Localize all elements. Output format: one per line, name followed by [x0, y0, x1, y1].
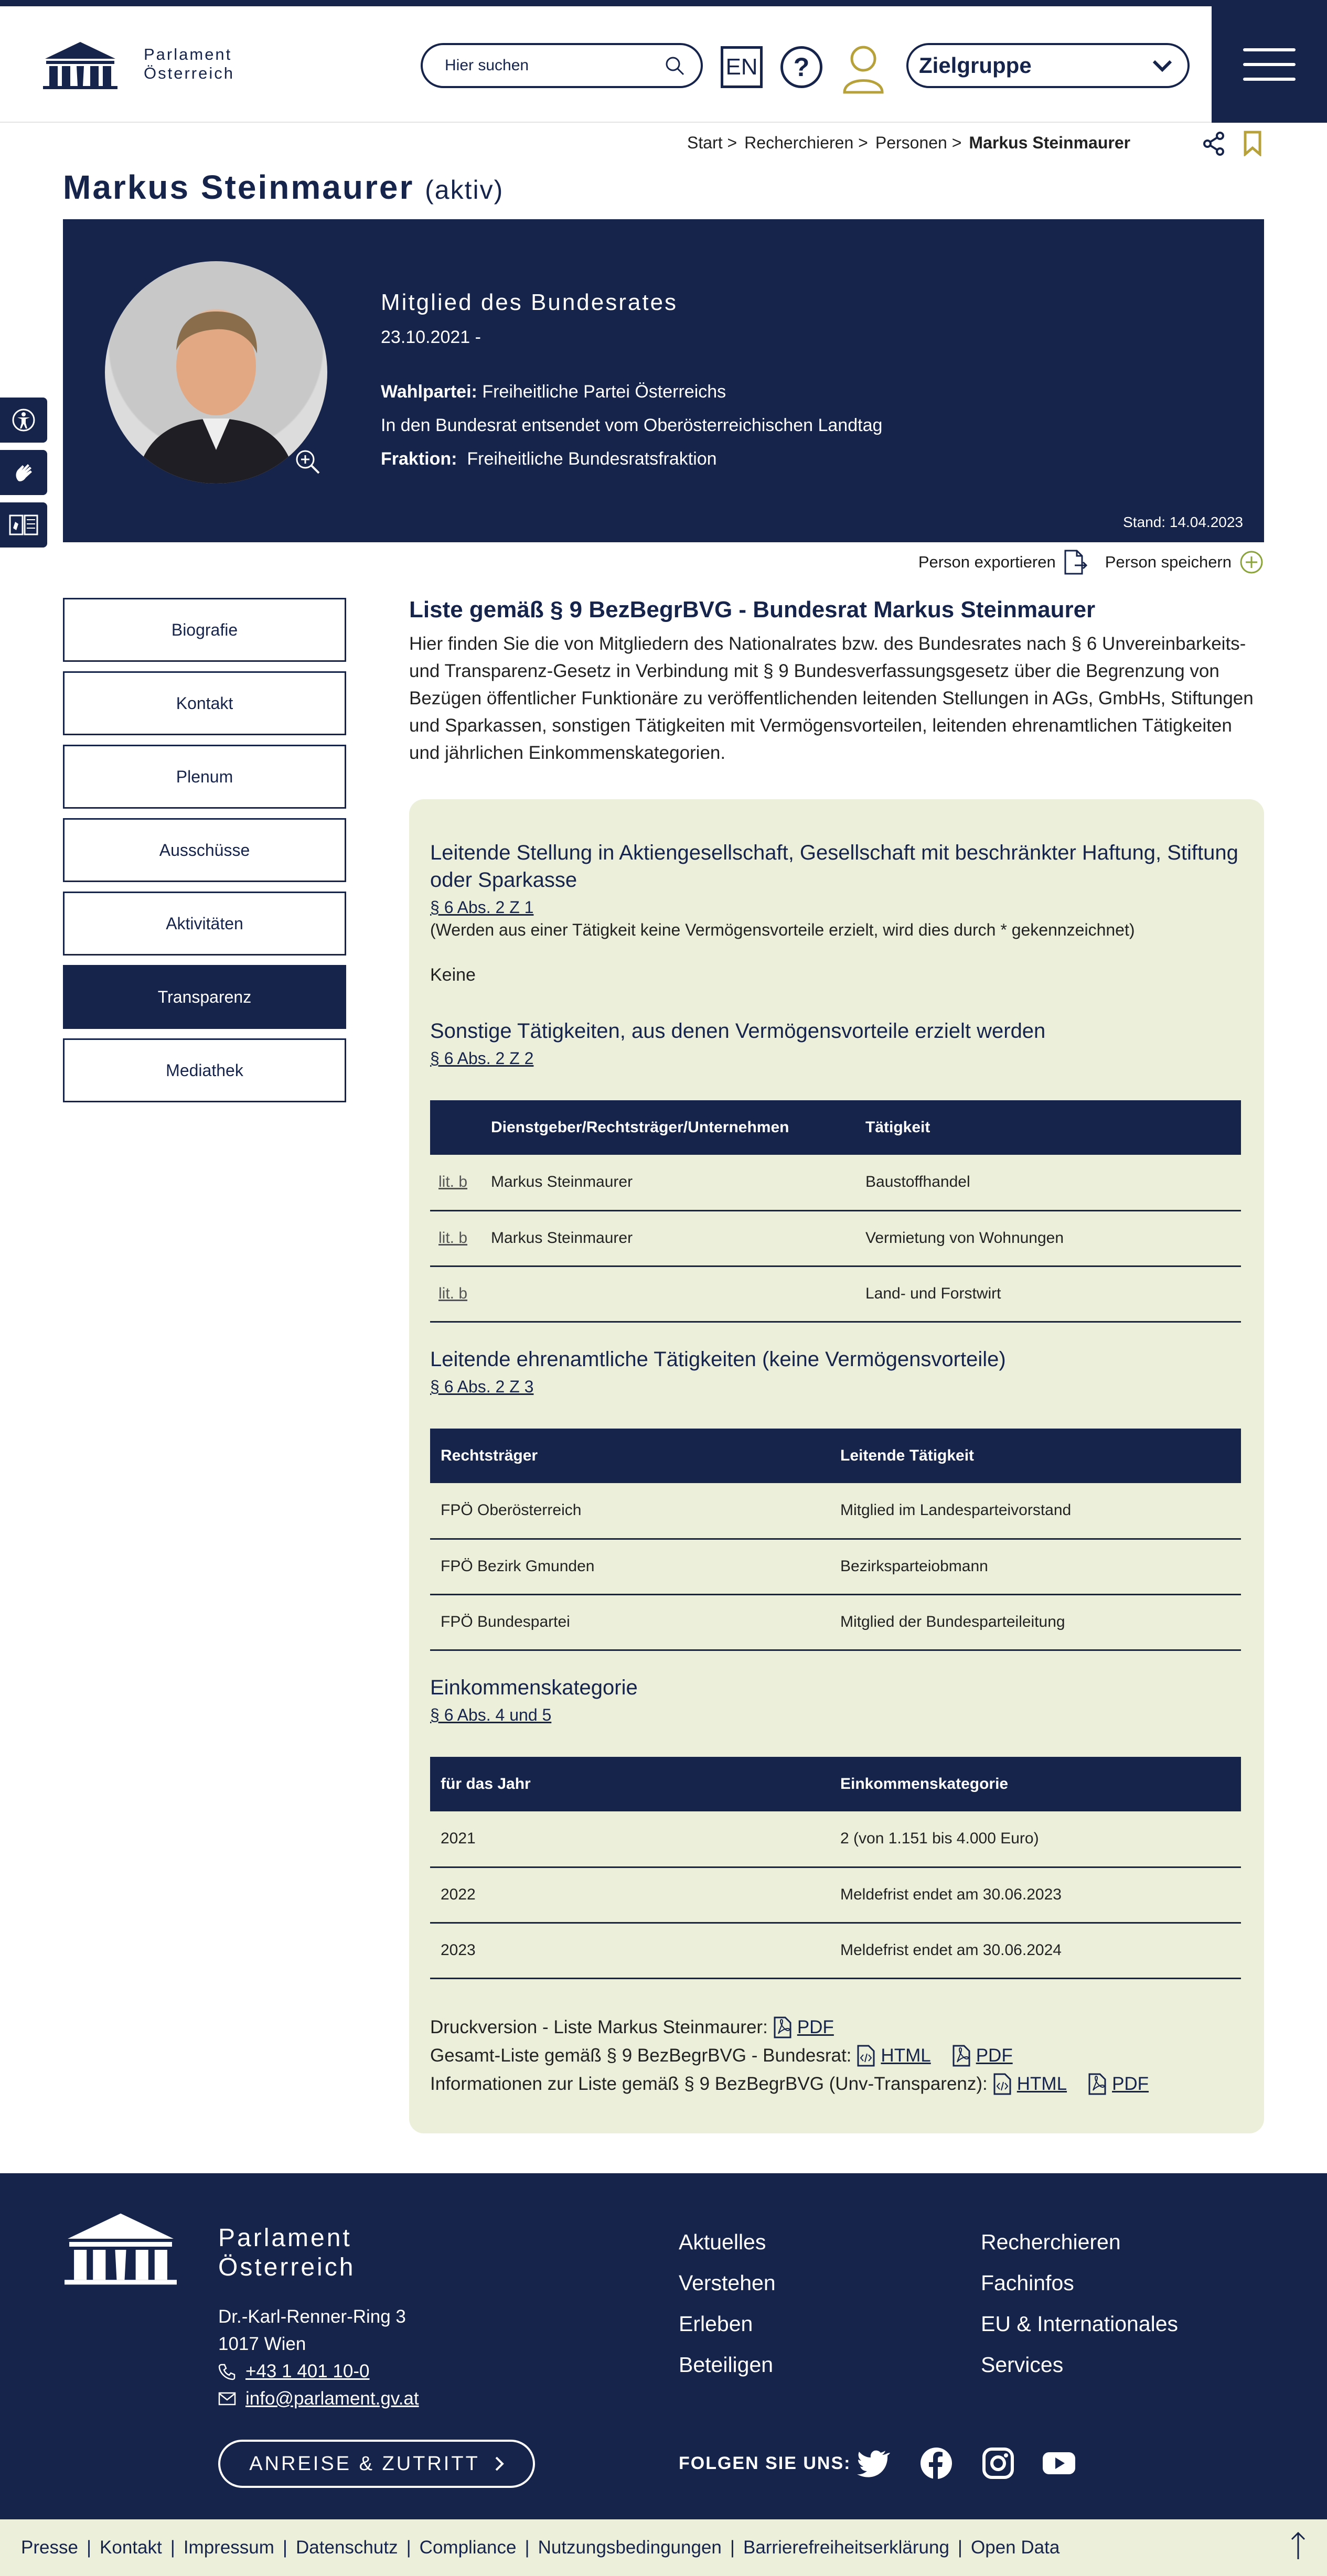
s3-table — [430, 1429, 1241, 1651]
s2-table-wrap — [430, 1100, 1241, 1323]
footer-phone-row — [218, 2358, 419, 2385]
footer-street: Dr.-Karl-Renner-Ring 3 — [218, 2306, 406, 2327]
person-name: Markus Steinmaurer — [63, 168, 414, 206]
footer-link-verstehen[interactable]: Verstehen — [679, 2271, 776, 2295]
link-nutzungsbedingungen[interactable]: Nutzungsbedingungen — [538, 2537, 722, 2558]
person-faction — [381, 449, 717, 469]
sign-language-icon[interactable] — [0, 450, 47, 495]
table-row — [430, 1594, 1241, 1650]
section-title: Liste gemäß § 9 BezBegrBVG - Bundesrat Markus Steinmaurer — [409, 597, 1096, 622]
table-cell: FPÖ Oberösterreich — [430, 1483, 830, 1539]
table-cell: Bezirksparteiobmann — [830, 1539, 1241, 1594]
top-accent-bar — [0, 0, 1327, 6]
phone-icon — [218, 2363, 236, 2380]
share-icon[interactable] — [1202, 131, 1225, 156]
s3-table-wrap — [430, 1429, 1241, 1651]
download-label: Gesamt-Liste gemäß § 9 BezBegrBVG - Bundesrat: — [430, 2045, 852, 2066]
export-document-icon[interactable] — [1063, 549, 1087, 576]
breadcrumb-recherchieren[interactable]: Recherchieren > — [744, 133, 868, 152]
separator: | — [525, 2537, 530, 2558]
download-label: Informationen zur Liste gemäß § 9 BezBegrBVG (Unv-Transparenz): — [430, 2074, 988, 2094]
footer-link-services[interactable]: Services — [981, 2353, 1064, 2377]
table-cell: Mitglied der Bundesparteileitung — [830, 1594, 1241, 1650]
footer-city: 1017 Wien — [218, 2334, 306, 2354]
party-label: Wahlpartei: — [381, 382, 477, 402]
table-header-cell: Rechtsträger — [430, 1429, 830, 1483]
help-icon[interactable]: ? — [780, 46, 822, 88]
person-hero — [63, 219, 1264, 542]
table-header-row — [430, 1100, 1241, 1155]
audience-select[interactable] — [906, 43, 1190, 88]
page-title — [63, 168, 504, 207]
separator: | — [86, 2537, 92, 2558]
subnav-aktivitaeten[interactable]: Aktivitäten — [63, 892, 346, 956]
logo-line1: Parlament — [144, 45, 232, 63]
table-row — [430, 1483, 1241, 1539]
subnav-kontakt[interactable]: Kontakt — [63, 671, 346, 735]
pdf-icon[interactable] — [1088, 2073, 1107, 2096]
html-file-icon[interactable] — [857, 2044, 875, 2067]
search-input[interactable] — [445, 57, 664, 74]
person-party — [381, 382, 726, 402]
footer-email-row — [218, 2385, 419, 2412]
search-icon[interactable] — [664, 55, 685, 76]
faction-label: Fraktion: — [381, 449, 457, 469]
table-row — [430, 1867, 1241, 1923]
table-cell: Baustoffhandel — [855, 1155, 1241, 1210]
table-header-row — [430, 1757, 1241, 1811]
footer-nav-col2 — [981, 2221, 1178, 2385]
footer-link-erleben[interactable]: Erleben — [679, 2312, 753, 2336]
footer-link-recherchieren[interactable]: Recherchieren — [981, 2230, 1121, 2254]
s1-title: Leitende Stellung in Aktiengesellschaft, Gesellschaft mit beschränkter Haftung, Stiftung oder Sparkasse — [430, 841, 1238, 892]
site-footer — [0, 2173, 1327, 2519]
export-person-button[interactable]: Person exportieren — [918, 553, 1056, 571]
pdf-link[interactable]: PDF — [976, 2045, 1013, 2066]
footer-nav-col1 — [679, 2221, 776, 2385]
person-subnav — [63, 598, 346, 1112]
search-box — [421, 43, 703, 88]
bookmark-icon[interactable] — [1243, 130, 1262, 156]
lit-header — [430, 1100, 480, 1155]
chevron-right-icon — [495, 2456, 504, 2472]
user-icon[interactable] — [841, 44, 885, 94]
subnav-plenum[interactable]: Plenum — [63, 745, 346, 809]
footer-title — [218, 2224, 355, 2282]
accessibility-icon[interactable] — [0, 398, 47, 443]
pdf-icon[interactable] — [773, 2016, 792, 2039]
html-file-icon[interactable] — [993, 2073, 1012, 2096]
person-delegated: In den Bundesrat entsendet vom Oberösterreichischen Landtag — [381, 415, 883, 435]
s1-value: Keine — [430, 965, 476, 985]
site-header — [0, 6, 1327, 123]
s3-title: Leitende ehrenamtliche Tätigkeiten (keine Vermögensvorteile) — [430, 1348, 1006, 1371]
table-row — [430, 1210, 1241, 1266]
footer-link-aktuelles[interactable]: Aktuelles — [679, 2230, 766, 2254]
person-status: (aktiv) — [425, 175, 504, 205]
download-druckversion — [430, 2016, 850, 2039]
arrow-up-icon[interactable] — [1290, 2531, 1306, 2560]
table-cell: 2021 — [430, 1811, 830, 1867]
link-presse[interactable]: Presse — [21, 2537, 78, 2558]
parliament-building-icon — [42, 38, 119, 90]
s4-title: Einkommenskategorie — [430, 1676, 638, 1699]
pdf-link[interactable]: PDF — [797, 2017, 834, 2037]
party-value: Freiheitliche Partei Österreichs — [482, 382, 726, 402]
footer-title-line1: Parlament — [218, 2224, 352, 2252]
save-person-button[interactable]: Person speichern — [1105, 553, 1232, 571]
menu-hamburger-icon[interactable] — [1212, 6, 1327, 123]
html-link[interactable]: HTML — [881, 2045, 931, 2066]
s1-ref-link[interactable]: § 6 Abs. 2 Z 1 — [430, 898, 534, 917]
instagram-icon[interactable] — [981, 2446, 1015, 2481]
download-gesamtliste — [430, 2044, 1029, 2067]
person-since: 23.10.2021 - — [381, 327, 481, 347]
section-ehrenamtliche-taetigkeiten — [430, 1346, 1241, 1397]
footer-address — [218, 2303, 419, 2412]
footer-link-fachinfos[interactable]: Fachinfos — [981, 2271, 1074, 2295]
s4-ref-link[interactable]: § 6 Abs. 4 und 5 — [430, 1705, 552, 1724]
table-cell: Vermietung von Wohnungen — [855, 1210, 1241, 1266]
legal-links-bar — [0, 2519, 1327, 2576]
table-header-cell: Tätigkeit — [855, 1100, 1241, 1155]
language-button[interactable]: EN — [721, 46, 763, 88]
table-cell: 2022 — [430, 1867, 830, 1923]
download-info — [430, 2073, 1164, 2096]
logo-text — [144, 45, 234, 83]
link-impressum[interactable]: Impressum — [183, 2537, 274, 2558]
table-cell: Land- und Forstwirt — [855, 1266, 1241, 1322]
separator: | — [730, 2537, 735, 2558]
table-cell: Meldefrist endet am 30.06.2023 — [830, 1867, 1241, 1923]
anreise-button-label: ANREISE & ZUTRITT — [249, 2452, 480, 2475]
table-cell: FPÖ Bezirk Gmunden — [430, 1539, 830, 1594]
email-link[interactable]: info@parlament.gv.at — [245, 2388, 419, 2409]
table-row — [430, 1155, 1241, 1210]
separator: | — [282, 2537, 288, 2558]
footer-link-eu[interactable]: EU & Internationales — [981, 2312, 1179, 2336]
footer-title-line2: Österreich — [218, 2253, 356, 2281]
section-einkommenskategorie — [430, 1674, 1241, 1725]
s2-table — [430, 1100, 1241, 1323]
zoom-in-icon[interactable] — [294, 448, 321, 475]
easy-language-icon[interactable] — [0, 502, 47, 548]
pdf-icon[interactable] — [952, 2044, 971, 2067]
table-row — [430, 1539, 1241, 1594]
audience-select-label: Zielgruppe — [919, 53, 1032, 78]
stand-date: Stand: 14.04.2023 — [1123, 514, 1243, 530]
table-header-cell: Einkommenskategorie — [830, 1757, 1241, 1811]
transparency-panel — [409, 799, 1264, 2133]
phone-link[interactable]: +43 1 401 10-0 — [245, 2361, 370, 2381]
breadcrumb-start[interactable]: Start > — [687, 133, 737, 152]
section-leitende-stellung — [430, 839, 1241, 985]
table-cell: 2023 — [430, 1923, 830, 1978]
breadcrumb — [687, 133, 1130, 153]
chevron-down-icon — [1152, 58, 1173, 73]
breadcrumb-current: Markus Steinmaurer — [969, 133, 1131, 152]
person-actions — [918, 549, 1264, 576]
s3-ref-link[interactable]: § 6 Abs. 2 Z 3 — [430, 1377, 534, 1396]
s4-table — [430, 1757, 1241, 1979]
youtube-icon[interactable] — [1042, 2446, 1076, 2481]
separator: | — [957, 2537, 963, 2558]
s2-title: Sonstige Tätigkeiten, aus denen Vermögensvorteile erzielt werden — [430, 1019, 1046, 1043]
table-cell: Markus Steinmaurer — [480, 1155, 855, 1210]
faction-value: Freiheitliche Bundesratsfraktion — [467, 449, 717, 469]
table-cell: Meldefrist endet am 30.06.2024 — [830, 1923, 1241, 1978]
link-kontakt[interactable]: Kontakt — [100, 2537, 162, 2558]
facebook-icon[interactable] — [919, 2446, 954, 2481]
transparency-intro — [409, 597, 1264, 767]
parliament-building-icon[interactable] — [63, 2205, 178, 2289]
link-compliance[interactable]: Compliance — [419, 2537, 517, 2558]
logo-line2: Österreich — [144, 64, 234, 82]
s1-note: (Werden aus einer Tätigkeit keine Vermögensvorteile erzielt, wird dies durch * gekennzeichnet) — [430, 920, 1135, 939]
section-sonstige-taetigkeiten — [430, 1017, 1241, 1068]
anreise-zutritt-button[interactable] — [218, 2440, 535, 2488]
person-role: Mitglied des Bundesrates — [381, 289, 678, 315]
add-circle-icon[interactable] — [1239, 550, 1264, 575]
download-label: Druckversion - Liste Markus Steinmaurer: — [430, 2017, 768, 2037]
link-open-data[interactable]: Open Data — [971, 2537, 1060, 2558]
subnav-ausschuesse[interactable]: Ausschüsse — [63, 818, 346, 882]
table-row — [430, 1266, 1241, 1322]
link-barrierefreiheit[interactable]: Barrierefreiheitserklärung — [743, 2537, 949, 2558]
table-cell: Markus Steinmaurer — [480, 1210, 855, 1266]
html-link[interactable]: HTML — [1016, 2074, 1067, 2094]
table-cell: Mitglied im Landesparteivorstand — [830, 1483, 1241, 1539]
table-header-row — [430, 1429, 1241, 1483]
table-header-cell: für das Jahr — [430, 1757, 830, 1811]
section-intro: Hier finden Sie die von Mitgliedern des Nationalrates bzw. des Bundesrates nach § 6 Unvereinbarkeits- und Transparenz-Gesetz in Verbindung mit § 9 Bundesverfassungsgesetz über die Begrenzung von Bezügen öffentlicher Funktionäre zu veröffentlichenden leitenden Stellungen in AGs, GmbHs, Stiftungen und Sparkassen, sonstigen Tätigkeiten mit Vermögensvorteilen, leitenden ehrenamtlichen Tätigkeiten und jährlichen Einkommenskategorien. — [409, 634, 1254, 763]
breadcrumb-personen[interactable]: Personen > — [875, 133, 962, 152]
table-header-cell: Dienstgeber/Rechtsträger/Unternehmen — [480, 1100, 855, 1155]
mail-icon — [218, 2391, 236, 2406]
link-datenschutz[interactable]: Datenschutz — [296, 2537, 398, 2558]
parliament-logo[interactable] — [42, 38, 234, 90]
lit-link[interactable]: lit. b — [430, 1210, 480, 1266]
lit-link[interactable]: lit. b — [430, 1155, 480, 1210]
footer-link-beteiligen[interactable]: Beteiligen — [679, 2353, 774, 2377]
twitter-icon[interactable] — [856, 2446, 891, 2481]
table-cell: FPÖ Bundespartei — [430, 1594, 830, 1650]
pdf-link[interactable]: PDF — [1112, 2074, 1149, 2094]
separator: | — [170, 2537, 175, 2558]
s2-ref-link[interactable]: § 6 Abs. 2 Z 2 — [430, 1049, 534, 1068]
separator: | — [406, 2537, 411, 2558]
follow-us-label: FOLGEN SIE UNS: — [679, 2453, 851, 2473]
subnav-mediathek[interactable]: Mediathek — [63, 1038, 346, 1102]
table-row — [430, 1811, 1241, 1867]
table-cell — [480, 1266, 855, 1322]
subnav-biografie[interactable]: Biografie — [63, 598, 346, 662]
s4-table-wrap — [430, 1757, 1241, 1979]
table-row — [430, 1923, 1241, 1978]
subnav-transparenz[interactable]: Transparenz — [63, 965, 346, 1029]
lit-link[interactable]: lit. b — [430, 1266, 480, 1322]
table-header-cell: Leitende Tätigkeit — [830, 1429, 1241, 1483]
table-cell: 2 (von 1.151 bis 4.000 Euro) — [830, 1811, 1241, 1867]
